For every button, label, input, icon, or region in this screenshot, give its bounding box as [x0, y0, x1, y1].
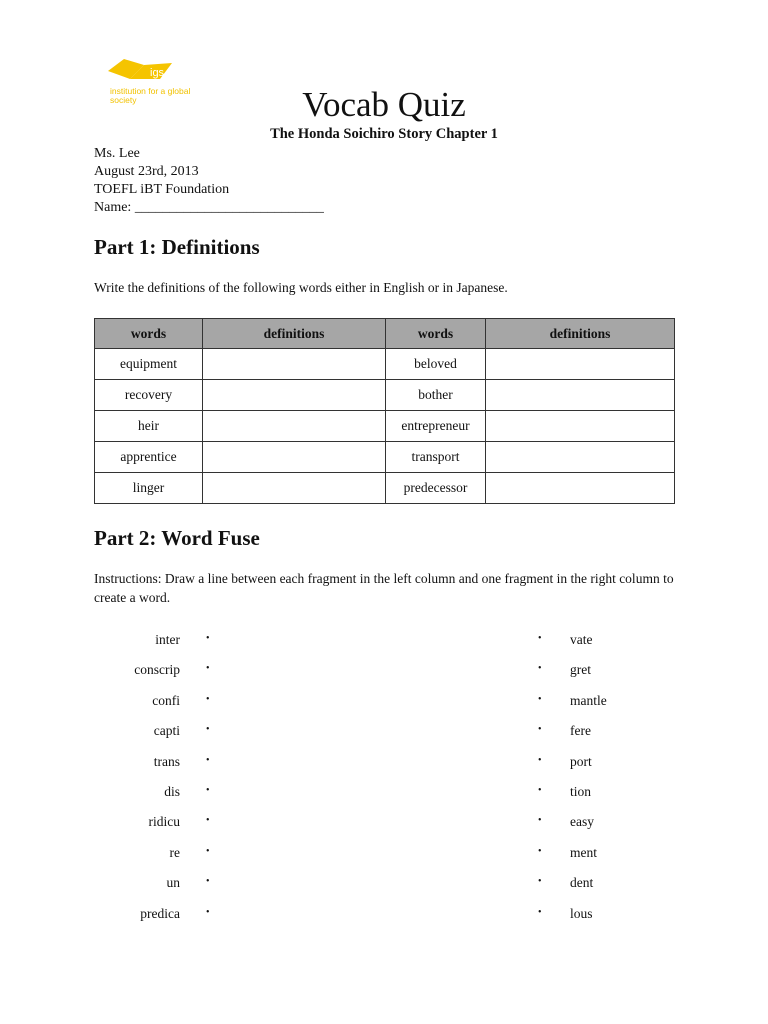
- definition-cell[interactable]: [203, 473, 386, 504]
- page-subtitle: [0, 126, 768, 143]
- right-fragment: lous: [570, 906, 593, 921]
- word-cell: linger: [95, 473, 203, 504]
- left-fragment: ridicu: [148, 814, 180, 829]
- logo-mark: igs: [150, 67, 165, 79]
- right-bullet[interactable]: •: [538, 907, 542, 918]
- definition-cell[interactable]: [203, 411, 386, 442]
- word-cell: transport: [386, 442, 486, 473]
- right-fragment: easy: [570, 814, 594, 829]
- right-bullet[interactable]: •: [538, 876, 542, 887]
- table-row: [95, 349, 675, 380]
- definition-cell[interactable]: [486, 380, 675, 411]
- left-bullet[interactable]: •: [206, 633, 210, 644]
- word-cell: heir: [95, 411, 203, 442]
- table-row: [95, 473, 675, 504]
- right-fragment: dent: [570, 875, 594, 890]
- right-fragment: vate: [570, 632, 593, 647]
- left-fragment: re: [169, 845, 180, 860]
- definition-cell[interactable]: [203, 380, 386, 411]
- right-bullet[interactable]: •: [538, 724, 542, 735]
- left-fragment: trans: [153, 754, 180, 769]
- word-cell: apprentice: [95, 442, 203, 473]
- header-words-2: words: [386, 319, 486, 349]
- part1-heading: Part 1: Definitions: [94, 235, 260, 259]
- right-fragment: tion: [570, 784, 592, 799]
- definitions-table: [94, 318, 675, 504]
- left-bullet[interactable]: •: [206, 755, 210, 766]
- page-title: Vocab Quiz: [302, 85, 466, 124]
- left-bullet[interactable]: •: [206, 846, 210, 857]
- part1-instructions: Write the definitions of the following words either in English or in Japanese.: [94, 280, 508, 295]
- left-bullet[interactable]: •: [206, 785, 210, 796]
- word-cell: recovery: [95, 380, 203, 411]
- left-bullet[interactable]: •: [206, 663, 210, 674]
- right-fragment: gret: [570, 662, 591, 677]
- table-header-row: [95, 319, 675, 349]
- right-fragment: port: [570, 754, 592, 769]
- right-bullet[interactable]: •: [538, 694, 542, 705]
- word-cell: bother: [386, 380, 486, 411]
- right-bullet[interactable]: •: [538, 755, 542, 766]
- left-fragment: predica: [140, 906, 180, 921]
- part2-heading: Part 2: Word Fuse: [94, 526, 260, 550]
- definition-cell[interactable]: [486, 411, 675, 442]
- left-bullet[interactable]: •: [206, 907, 210, 918]
- word-cell: predecessor: [386, 473, 486, 504]
- header-definitions-2: definitions: [486, 319, 675, 349]
- left-fragment: inter: [155, 632, 180, 647]
- header-definitions-1: definitions: [203, 319, 386, 349]
- table-row: [95, 380, 675, 411]
- left-bullet[interactable]: •: [206, 694, 210, 705]
- left-fragment: capti: [153, 723, 180, 738]
- part2-instructions: Instructions: Draw a line between each fragment in the left column and one fragment in the right column to create a word.: [94, 571, 674, 605]
- right-fragment: fere: [570, 723, 591, 738]
- definition-cell[interactable]: [486, 473, 675, 504]
- left-fragment: confi: [152, 693, 180, 708]
- table-row: [95, 411, 675, 442]
- left-bullet[interactable]: •: [206, 815, 210, 826]
- right-bullet[interactable]: •: [538, 815, 542, 826]
- left-bullet[interactable]: •: [206, 876, 210, 887]
- teacher-name: Ms. Lee: [94, 146, 140, 161]
- definition-cell[interactable]: [486, 442, 675, 473]
- definition-cell[interactable]: [203, 349, 386, 380]
- book-logo-icon: [106, 57, 176, 87]
- right-bullet[interactable]: •: [538, 633, 542, 644]
- right-bullet[interactable]: •: [538, 785, 542, 796]
- right-bullet[interactable]: •: [538, 846, 542, 857]
- subtitle-text: The Honda Soichiro Story Chapter 1: [270, 126, 498, 142]
- course-name: TOEFL iBT Foundation: [94, 182, 230, 197]
- name-field[interactable]: Name: ___________________________: [94, 200, 324, 215]
- table-row: [95, 442, 675, 473]
- left-fragment: dis: [164, 784, 180, 799]
- right-bullet[interactable]: •: [538, 663, 542, 674]
- definition-cell[interactable]: [486, 349, 675, 380]
- left-fragment: un: [166, 875, 180, 890]
- left-bullet[interactable]: •: [206, 724, 210, 735]
- word-cell: equipment: [95, 349, 203, 380]
- right-fragment: mantle: [570, 693, 607, 708]
- word-cell: entrepreneur: [386, 411, 486, 442]
- header-words-1: words: [95, 319, 203, 349]
- student-info: [94, 145, 324, 217]
- left-fragment: conscrip: [134, 662, 180, 677]
- definition-cell[interactable]: [203, 442, 386, 473]
- logo-text: institution for a global society: [110, 86, 191, 105]
- quiz-date: August 23rd, 2013: [94, 164, 199, 179]
- word-cell: beloved: [386, 349, 486, 380]
- right-fragment: ment: [570, 845, 597, 860]
